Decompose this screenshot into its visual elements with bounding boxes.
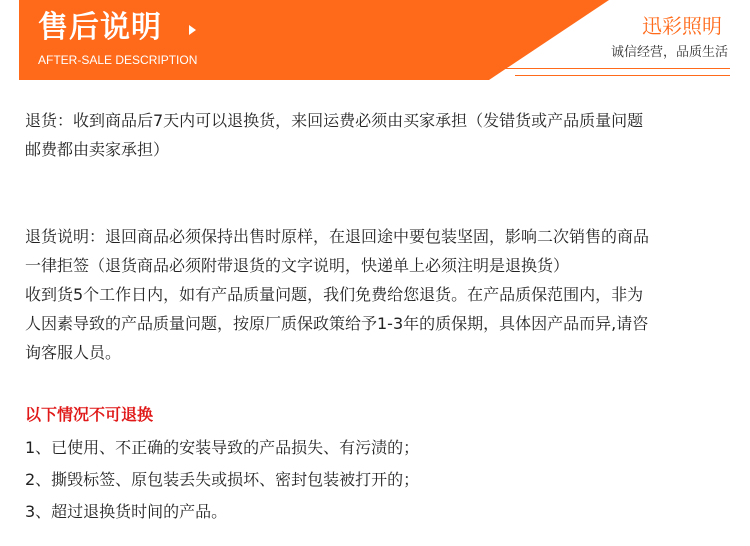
divider-line [515,75,730,76]
header-banner [19,0,730,80]
no-return-list [25,432,730,528]
explain-text-line: 一律拒签（退货商品必须附带退货的文字说明，快递单上必须注明是退换货） [25,256,570,275]
after-sale-content [25,106,730,528]
divider-line [505,68,730,69]
brand-name: 迅彩照明 [642,14,722,38]
brand-slogan: 诚信经营，品质生活 [610,45,728,60]
list-item: 1、已使用、不正确的安装导致的产品损失、有污渍的； [25,438,420,457]
explain-text-line: 人因素导致的产品质量问题，按原厂质保政策给予1-3年的质保期，具体因产品而异,请咨 [25,314,649,333]
arrow-right-icon [189,25,196,35]
list-item: 2、撕毁标签、原包装丢失或损坏、密封包装被打开的； [25,470,420,489]
explain-text-line: 询客服人员。 [25,343,122,362]
no-return-heading: 以下情况不可退换 [25,405,154,424]
page-subtitle: AFTER-SALE DESCRIPTION [38,53,198,67]
explain-text-line: 退货说明：退回商品必须保持出售时原样，在退回途中要包装坚固，影响二次销售的商品 [25,227,650,246]
returns-text-line: 邮费都由卖家承担） [25,140,170,159]
list-item: 3、超过退换货时间的产品。 [25,502,228,521]
returns-text-line: 退货：收到商品后7天内可以退换货，来回运费必须由买家承担（发错货或产品质量问题 [25,111,644,130]
page-title: 售后说明 [38,10,162,45]
explain-text-line: 收到货5个工作日内，如有产品质量问题，我们免费给您退货。在产品质保范围内，非为 [25,285,644,304]
